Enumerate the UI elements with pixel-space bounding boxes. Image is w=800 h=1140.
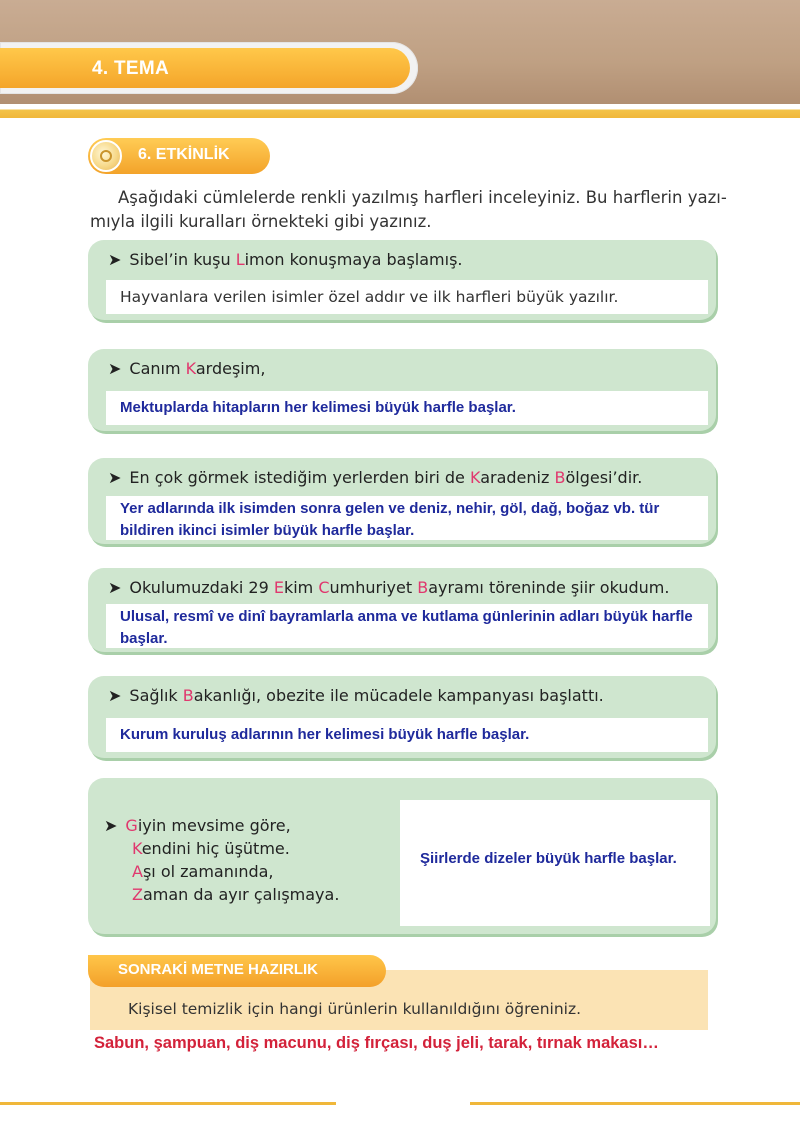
- sentence-text: [129, 468, 642, 487]
- sentence-text: [129, 250, 462, 269]
- poem-answer-box: [400, 800, 710, 926]
- example-sentence: [108, 578, 669, 597]
- highlighted-letter: K: [185, 359, 196, 378]
- arrow-right-icon: ➤: [108, 578, 122, 597]
- highlighted-letter: B: [417, 578, 429, 597]
- sentence-segment: ölgesi’dir.: [565, 468, 643, 487]
- poem: [104, 814, 339, 906]
- poem-line: Kendini hiç üşütme.: [132, 839, 290, 858]
- answer-box: [106, 391, 708, 425]
- header-stripe: [0, 104, 800, 118]
- sentence-segment: En çok görmek istediğim yerlerden biri de: [129, 468, 470, 487]
- instructions-line-2: mıyla ilgili kuralları örnekteki gibi yazınız.: [90, 212, 432, 231]
- example-card-4: [88, 568, 716, 652]
- theme-label: 4. TEMA: [92, 58, 170, 79]
- sentence-segment: akanlığı, obezite ile mücadele kampanyası başlattı.: [193, 686, 604, 705]
- example-card-5: [88, 676, 716, 758]
- arrow-right-icon: ➤: [108, 250, 122, 269]
- activity-icon: [90, 140, 122, 172]
- example-card-3: [88, 458, 716, 544]
- arrow-right-icon: ➤: [108, 468, 122, 487]
- next-text-instruction: Kişisel temizlik için hangi ürünlerin kullanıldığını öğreniniz.: [128, 1000, 582, 1018]
- example-sentence: [108, 359, 265, 378]
- example-card-1: [88, 240, 716, 320]
- highlighted-letter: K: [469, 468, 481, 487]
- highlighted-letter: E: [273, 578, 284, 597]
- example-card-2: [88, 349, 716, 431]
- arrow-right-icon: ➤: [104, 816, 118, 835]
- example-sentence: [108, 686, 604, 705]
- sentence-segment: imon konuşmaya başlamış.: [244, 250, 463, 269]
- highlighted-letter: L: [235, 250, 245, 269]
- sentence-segment: Sibel’in kuşu: [129, 250, 236, 269]
- example-sentence: [108, 250, 463, 269]
- highlighted-letter: B: [554, 468, 566, 487]
- sentence-segment: aradeniz: [480, 468, 555, 487]
- poem-line: Zaman da ayır çalışmaya.: [132, 885, 340, 904]
- poem-answer-text: Şiirlerde dizeler büyük harfle başlar.: [420, 850, 677, 867]
- activity-label: 6. ETKİNLİK: [138, 146, 230, 163]
- theme-pill: [0, 48, 410, 88]
- footer-line-left: [0, 1102, 336, 1105]
- sentence-segment: ayramı töreninde şiir okudum.: [428, 578, 670, 597]
- arrow-right-icon: ➤: [108, 359, 122, 378]
- poem-line: Aşı ol zamanında,: [132, 862, 274, 881]
- answer-box: [106, 718, 708, 752]
- example-sentence: [108, 468, 642, 487]
- arrow-right-icon: ➤: [108, 686, 122, 705]
- answer-text: Kurum kuruluş adlarının her kelimesi büyük harfle başlar.: [120, 726, 530, 743]
- sentence-segment: Sağlık: [129, 686, 183, 705]
- footer-line-right: [470, 1102, 800, 1105]
- poem-card: [88, 778, 716, 934]
- highlighted-letter: B: [182, 686, 194, 705]
- sentence-segment: umhuriyet: [329, 578, 418, 597]
- sentence-segment: Canım: [129, 359, 186, 378]
- answer-box: [106, 280, 708, 314]
- answer-box: [106, 604, 708, 648]
- answer-text: Ulusal, resmî ve dinî bayramlarla anma ve kutlama günlerinin adları büyük harfle başlar.: [120, 608, 693, 647]
- next-text-label: SONRAKİ METNE HAZIRLIK: [118, 961, 318, 978]
- answer-text: Hayvanlara verilen isimler özel addır ve ilk harfleri büyük yazılır.: [120, 288, 619, 306]
- sentence-text: [129, 359, 265, 378]
- sentence-text: [129, 578, 669, 597]
- answer-text: Mektuplarda hitapların her kelimesi büyük harfle başlar.: [120, 399, 516, 416]
- sentence-segment: kim: [283, 578, 319, 597]
- sentence-text: [129, 686, 603, 705]
- sentence-segment: Okulumuzdaki 29: [129, 578, 274, 597]
- activity-instructions: [90, 186, 730, 234]
- next-text-answer: Sabun, şampuan, diş macunu, diş fırçası, duş jeli, tarak, tırnak makası…: [94, 1034, 659, 1052]
- answer-box: [106, 496, 708, 540]
- highlighted-letter: C: [318, 578, 330, 597]
- poem-line: ➤ Giyin mevsime göre,: [104, 816, 291, 835]
- answer-text: Yer adlarında ilk isimden sonra gelen ve deniz, nehir, göl, dağ, boğaz vb. tür bildiren ikinci isimler büyük harfle başlar.: [120, 500, 660, 539]
- instructions-line-1: Aşağıdaki cümlelerde renkli yazılmış harfleri inceleyiniz. Bu harflerin yazı-: [118, 188, 727, 207]
- sentence-segment: ardeşim,: [195, 359, 266, 378]
